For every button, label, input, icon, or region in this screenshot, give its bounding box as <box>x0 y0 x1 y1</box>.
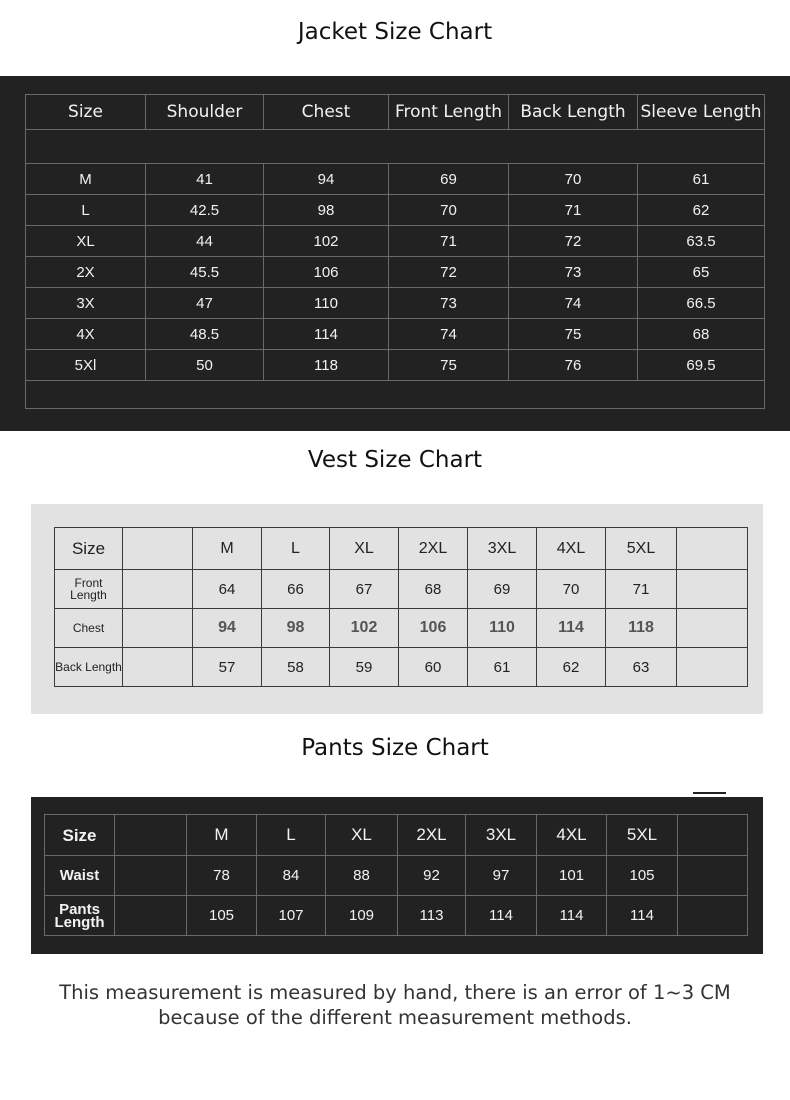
table-cell: 50 <box>146 350 264 381</box>
jacket-chart-panel <box>0 76 790 431</box>
table-cell: 57 <box>193 648 262 687</box>
pants-header-cell: 5XL <box>607 815 678 856</box>
table-cell: 118 <box>264 350 389 381</box>
jacket-blank-row <box>26 130 765 164</box>
jacket-header-size: Size <box>26 95 146 130</box>
table-cell: 72 <box>509 226 638 257</box>
vest-header-cell: 2XL <box>399 528 468 570</box>
table-cell: 105 <box>607 856 678 896</box>
jacket-chart-title: Jacket Size Chart <box>297 19 493 45</box>
table-cell: 71 <box>389 226 509 257</box>
vest-spacer-cell <box>123 648 193 687</box>
table-row <box>45 896 748 936</box>
vest-header-cell: 5XL <box>606 528 677 570</box>
pants-spacer-cell <box>678 856 748 896</box>
table-row <box>45 856 748 896</box>
pants-header-cell: 2XL <box>398 815 466 856</box>
pants-spacer-cell <box>115 856 187 896</box>
vest-chart-panel <box>31 504 763 714</box>
row-label: Pants Length <box>45 896 115 936</box>
table-cell: 105 <box>187 896 257 936</box>
table-cell: 106 <box>264 257 389 288</box>
vest-spacer-cell <box>677 570 748 609</box>
vest-header-cell: M <box>193 528 262 570</box>
table-cell: 42.5 <box>146 195 264 226</box>
table-cell: 64 <box>193 570 262 609</box>
table-cell: 73 <box>389 288 509 319</box>
table-cell: 63 <box>606 648 677 687</box>
table-cell: 44 <box>146 226 264 257</box>
table-cell: 92 <box>398 856 466 896</box>
table-cell: 65 <box>638 257 765 288</box>
table-row <box>26 257 765 288</box>
table-cell: 94 <box>264 164 389 195</box>
table-cell: 74 <box>509 288 638 319</box>
table-cell: 70 <box>509 164 638 195</box>
table-cell: 101 <box>537 856 607 896</box>
vest-header-size: Size <box>55 528 123 570</box>
pants-chart-title: Pants Size Chart <box>301 735 489 761</box>
pants-chart-panel <box>31 797 763 954</box>
table-cell: 102 <box>330 609 399 648</box>
table-cell: 88 <box>326 856 398 896</box>
table-cell: 72 <box>389 257 509 288</box>
table-cell: 66 <box>262 570 330 609</box>
pants-header-size: Size <box>45 815 115 856</box>
table-cell: 69.5 <box>638 350 765 381</box>
table-cell: 71 <box>509 195 638 226</box>
table-cell: 113 <box>398 896 466 936</box>
table-cell: 59 <box>330 648 399 687</box>
table-row <box>26 319 765 350</box>
table-cell: 45.5 <box>146 257 264 288</box>
table-cell: 78 <box>187 856 257 896</box>
pants-size-table <box>44 814 748 936</box>
table-cell: 61 <box>638 164 765 195</box>
table-cell: 76 <box>509 350 638 381</box>
table-cell: 107 <box>257 896 326 936</box>
pants-spacer-cell <box>678 896 748 936</box>
table-cell: 71 <box>606 570 677 609</box>
table-cell: 109 <box>326 896 398 936</box>
row-label: Back Length <box>55 648 123 687</box>
table-cell: 114 <box>607 896 678 936</box>
table-cell: 73 <box>509 257 638 288</box>
table-cell: 75 <box>389 350 509 381</box>
pants-header-row <box>45 815 748 856</box>
jacket-header-front-length: Front Length <box>389 95 509 130</box>
jacket-size-table <box>25 94 765 409</box>
table-cell: 48.5 <box>146 319 264 350</box>
table-cell: 114 <box>537 896 607 936</box>
vest-spacer-cell <box>123 528 193 570</box>
table-row <box>26 350 765 381</box>
table-row <box>26 164 765 195</box>
jacket-header-shoulder: Shoulder <box>146 95 264 130</box>
vest-spacer-cell <box>677 648 748 687</box>
table-row <box>55 648 748 687</box>
table-cell: L <box>26 195 146 226</box>
vest-chart-title: Vest Size Chart <box>307 447 483 473</box>
vest-header-cell: L <box>262 528 330 570</box>
table-cell: 58 <box>262 648 330 687</box>
table-cell: 41 <box>146 164 264 195</box>
row-label: Waist <box>45 856 115 896</box>
vest-spacer-cell <box>677 528 748 570</box>
table-row <box>55 609 748 648</box>
table-cell: 63.5 <box>638 226 765 257</box>
jacket-header-sleeve-length: Sleeve Length <box>638 95 765 130</box>
table-cell: 70 <box>537 570 606 609</box>
table-cell: 68 <box>638 319 765 350</box>
jacket-blank-cell <box>26 381 765 409</box>
table-cell: 5Xl <box>26 350 146 381</box>
vest-spacer-cell <box>123 570 193 609</box>
measurement-note-line-2: because of the different measurement methods. <box>158 1006 632 1029</box>
table-cell: 98 <box>264 195 389 226</box>
pants-header-cell: XL <box>326 815 398 856</box>
table-cell: 114 <box>264 319 389 350</box>
table-cell: 114 <box>466 896 537 936</box>
table-cell: 4X <box>26 319 146 350</box>
vest-size-table <box>54 527 748 687</box>
table-cell: 94 <box>193 609 262 648</box>
table-cell: 110 <box>264 288 389 319</box>
pants-spacer-cell <box>115 815 187 856</box>
table-row <box>26 288 765 319</box>
vest-header-row <box>55 528 748 570</box>
jacket-blank-cell <box>26 130 765 164</box>
table-cell: 70 <box>389 195 509 226</box>
table-cell: 69 <box>468 570 537 609</box>
table-cell: 62 <box>638 195 765 226</box>
table-cell: 97 <box>466 856 537 896</box>
table-cell: 110 <box>468 609 537 648</box>
jacket-blank-row-bottom <box>26 381 765 409</box>
table-cell: 67 <box>330 570 399 609</box>
jacket-header-row <box>26 95 765 130</box>
table-row <box>55 570 748 609</box>
table-cell: 61 <box>468 648 537 687</box>
pants-spacer-cell <box>115 896 187 936</box>
row-label: Front Length <box>55 570 123 609</box>
table-cell: 75 <box>509 319 638 350</box>
table-cell: M <box>26 164 146 195</box>
jacket-header-chest: Chest <box>264 95 389 130</box>
decorative-dash <box>693 792 726 794</box>
pants-header-cell: 3XL <box>466 815 537 856</box>
table-cell: 62 <box>537 648 606 687</box>
table-cell: 98 <box>262 609 330 648</box>
table-cell: 84 <box>257 856 326 896</box>
row-label: Chest <box>55 609 123 648</box>
table-cell: 106 <box>399 609 468 648</box>
table-cell: 69 <box>389 164 509 195</box>
table-cell: 74 <box>389 319 509 350</box>
table-cell: 68 <box>399 570 468 609</box>
table-cell: 118 <box>606 609 677 648</box>
table-row <box>26 226 765 257</box>
pants-header-cell: 4XL <box>537 815 607 856</box>
vest-header-cell: 3XL <box>468 528 537 570</box>
table-cell: 60 <box>399 648 468 687</box>
table-cell: XL <box>26 226 146 257</box>
vest-spacer-cell <box>677 609 748 648</box>
table-cell: 47 <box>146 288 264 319</box>
measurement-note <box>0 980 790 1030</box>
pants-header-cell: M <box>187 815 257 856</box>
measurement-note-line-1: This measurement is measured by hand, there is an error of 1~3 CM <box>59 981 731 1004</box>
vest-header-cell: XL <box>330 528 399 570</box>
jacket-header-back-length: Back Length <box>509 95 638 130</box>
pants-header-cell: L <box>257 815 326 856</box>
vest-header-cell: 4XL <box>537 528 606 570</box>
table-cell: 114 <box>537 609 606 648</box>
pants-spacer-cell <box>678 815 748 856</box>
table-cell: 3X <box>26 288 146 319</box>
table-row <box>26 195 765 226</box>
table-cell: 102 <box>264 226 389 257</box>
vest-spacer-cell <box>123 609 193 648</box>
table-cell: 2X <box>26 257 146 288</box>
table-cell: 66.5 <box>638 288 765 319</box>
